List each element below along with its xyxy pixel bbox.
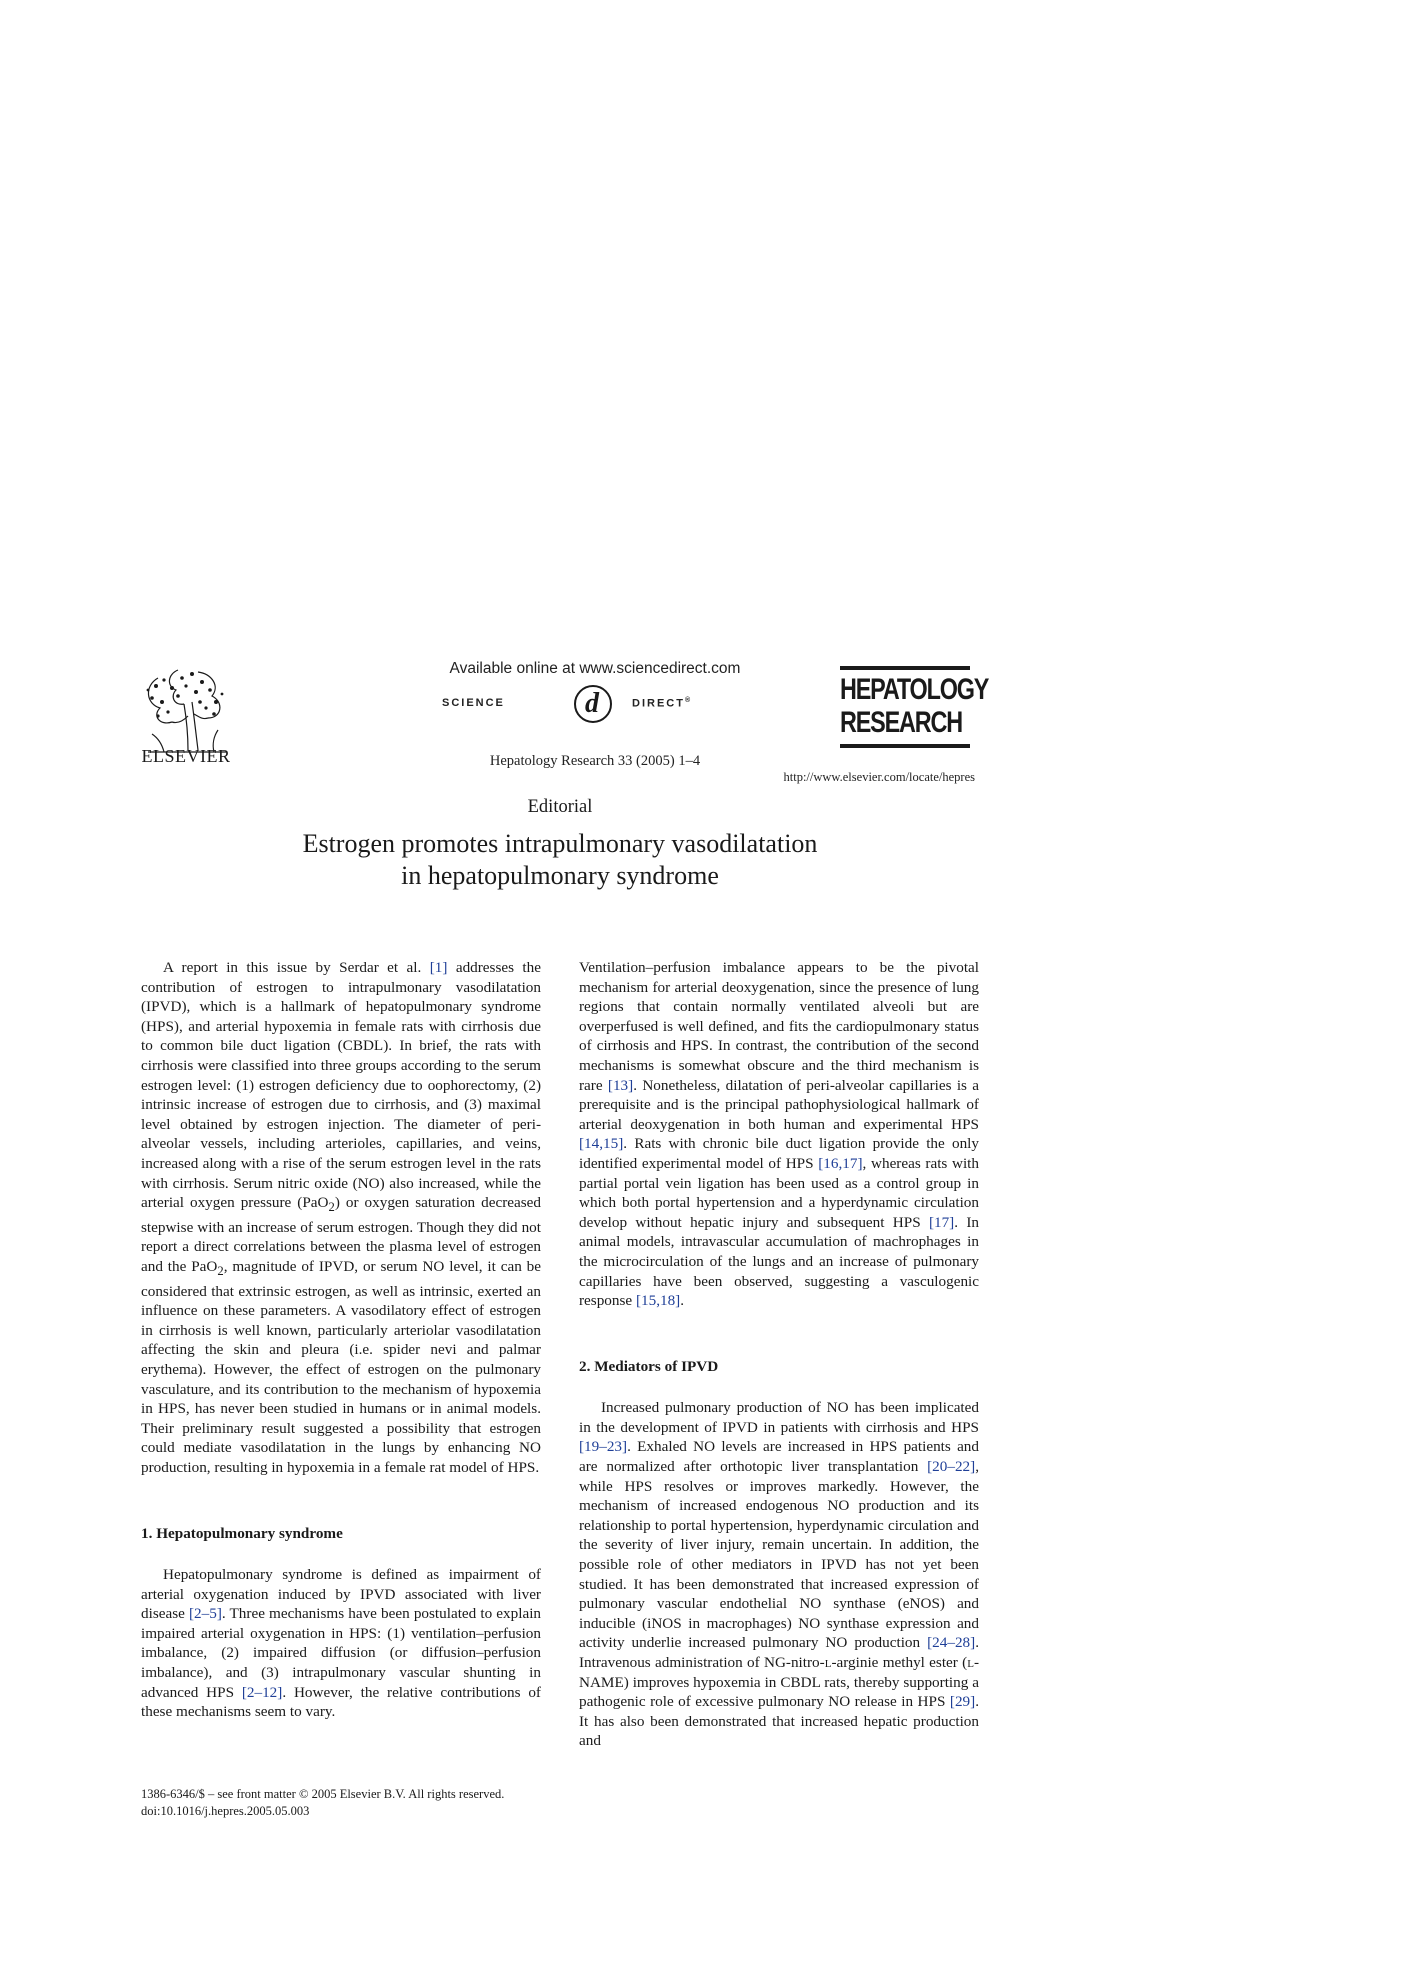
article-header — [0, 0, 1403, 890]
citation-link[interactable]: [19–23] — [579, 1438, 628, 1456]
sciencedirect-right-word: DIRECT® — [632, 697, 693, 710]
issn-copyright: 1386-6346/$ – see front matter © 2005 Elsevier B.V. All rights reserved. — [141, 1787, 505, 1801]
section2-paragraph: Increased pulmonary production of NO has been implicated in the development of IPVD in patients with cirrhosis and HPS [19–23]. Exhaled NO levels are increased in HPS patients and are normalized after orthotopic liver transplantation [20–22], while HPS resolves or improves markedly. However, the mechanism of increased endogenous NO production and its relationship to portal hypertension, hyperdynamic circulation and the severity of liver injury, remain uncertain. In addition, the possible role of other mediators in IPVD has not yet been studied. It has been demonstrated that increased expression of pulmonary vascular endothelial NO synthase (eNOS) and inducible (iNOS in macrophages) NO synthase expression and activity underlie increased pulmonary NO production [24–28]. Intravenous administration of NG-nitro-l-arginie methyl ester (l-NAME) improves hypoxemia in CBDL rats, thereby supporting a pathogenic role of excessive pulmonary NO release in HPS [29]. It has also been demonstrated that increased hepatic production and — [579, 1399, 979, 1750]
citation-link[interactable]: [2–12] — [241, 1683, 283, 1701]
citation-link[interactable]: [29] — [949, 1693, 976, 1711]
citation-link[interactable]: [13] — [607, 1076, 634, 1094]
doi[interactable]: doi:10.1016/j.hepres.2005.05.003 — [141, 1804, 310, 1818]
citation-link[interactable]: [1] — [429, 959, 448, 976]
sciencedirect-logo — [380, 684, 810, 722]
article-footer — [141, 1786, 561, 1820]
sciencedirect-left-word: SCIENCE — [442, 697, 505, 709]
citation-link[interactable]: [16,17] — [818, 1154, 863, 1172]
journal-title-logo — [840, 666, 989, 748]
section-heading: 1. Hepatopulmonary syndrome — [141, 1524, 343, 1542]
article-title — [240, 828, 880, 892]
journal-citation: Hepatology Research 33 (2005) 1–4 — [489, 753, 701, 769]
continuation-paragraph: Ventilation–perfusion imbalance appears to be the pivotal mechanism for arterial deoxygenation, since the presence of lung regions that contain normally ventilated alveoli but are overperfused is well defined, and fits the cardiopulmonary status of cirrhosis and HPS. In contrast, the contribution of the second mechanisms is somewhat obscure and the third mechanism is rare [13]. Nonetheless, dilatation of peri-alveolar capillaries is a prerequisite and is the principal pathophysiological hallmark of arterial deoxygenation in both human and experimental HPS [14,15]. Rats with chronic bile duct ligation provide the only identified experimental model of HPS [16,17], whereas rats with partial portal vein ligation has been used as a control group in which both portal hypertension and a hyperdynamic circulation develop without hepatic injury and subsequent HPS [17]. In animal models, intravascular accumulation of machrophages in the microcirculation of the lungs and an increase of pulmonary capillaries have been observed, suggesting a vasculogenic response [15,18]. — [579, 959, 980, 1310]
citation-link[interactable]: [24–28] — [927, 1634, 976, 1652]
journal-url-link[interactable]: http://www.elsevier.com/locate/hepres — [783, 770, 975, 784]
intro-paragraph: A report in this issue by Serdar et al. [1] addresses the contribution of estrogen to intrapulmonary vasodilatation (IPVD), which is a hallmark of hepatopulmonary syndrome (HPS), and arterial hypoxemia in female rats with cirrhosis due to common bile duct ligation (CBDL). In brief, the rats with cirrhosis were classified into three groups according to the serum estrogen level: (1) estrogen deficiency due to oophorectomy, (2) intrinsic increase of estrogen due to cirrhosis, and (3) maximal level obtained by estrogen injection. The diameter of peri-alveolar vessels, including arterioles, capillaries, and veins, increased along with a rise of the serum estrogen level in the rats with cirrhosis. Serum nitric oxide (NO) also increased, while the arterial oxygen pressure (PaO$_2$) or oxygen saturation decreased stepwise with an increase of serum estrogen. Though they did not report a direct correlations between the plasma level of estrogen and the PaO$_2$, magnitude of IPVD, or serum NO level, it can be considered that extrinsic estrogen, as well as intrinsic, exerted an influence on these parameters. A vasodilatory effect of estrogen in cirrhosis is well known, particularly arteriolar vasodilatation affecting the skin and pleura (i.e. spider nevi and palmar erythema). However, the effect of estrogen on the pulmonary vasculature, and its contribution to the mechanism of hypoxemia in HPS, has never been studied in humans or in animal models. Their preliminary result suggested a possibility that estrogen could mediate vasodilatation in the lungs by enhancing NO production, resulting in hypoxemia in a female rat model of HPS. — [141, 959, 541, 1476]
citation-link[interactable]: [14,15] — [579, 1135, 624, 1153]
journal-title-line1: HEPATOLOGY — [840, 673, 989, 706]
sciencedirect-banner — [380, 660, 810, 722]
citation-link[interactable]: [17] — [928, 1213, 955, 1231]
publisher-name: ELSEVIER — [141, 746, 231, 766]
title-line-1: Estrogen promotes intrapulmonary vasodilatation — [302, 829, 818, 858]
title-rule-bottom — [840, 744, 970, 748]
citation-link[interactable]: [15,18] — [635, 1292, 681, 1310]
journal-title-line2: RESEARCH — [840, 706, 962, 739]
left-column — [141, 958, 541, 1722]
article-type: Editorial — [527, 797, 593, 817]
section-heading: 2. Mediators of IPVD — [579, 1357, 719, 1375]
sciencedirect-at-icon — [571, 682, 615, 726]
citation-link[interactable]: [2–5] — [188, 1605, 222, 1623]
available-online-text[interactable]: Available online at www.sciencedirect.com — [449, 660, 741, 677]
section1-paragraph: Hepatopulmonary syndrome is defined as impairment of arterial oxygenation induced by IPVD associated with liver disease [2–5]. Three mechanisms have been postulated to explain impaired arterial oxygenation in HPS: (1) ventilation–perfusion imbalance, (2) impaired diffusion (or diffusion–perfusion imbalance), and (3) intrapulmonary vascular shunting in advanced HPS [2–12]. However, the relative contributions of these mechanisms seem to vary. — [141, 1566, 542, 1721]
title-rule-top — [840, 666, 970, 670]
title-line-2: in hepatopulmonary syndrome — [401, 861, 719, 890]
citation-link[interactable]: [20–22] — [927, 1458, 976, 1476]
right-column — [579, 958, 979, 1751]
svg-text:d: d — [585, 688, 601, 719]
